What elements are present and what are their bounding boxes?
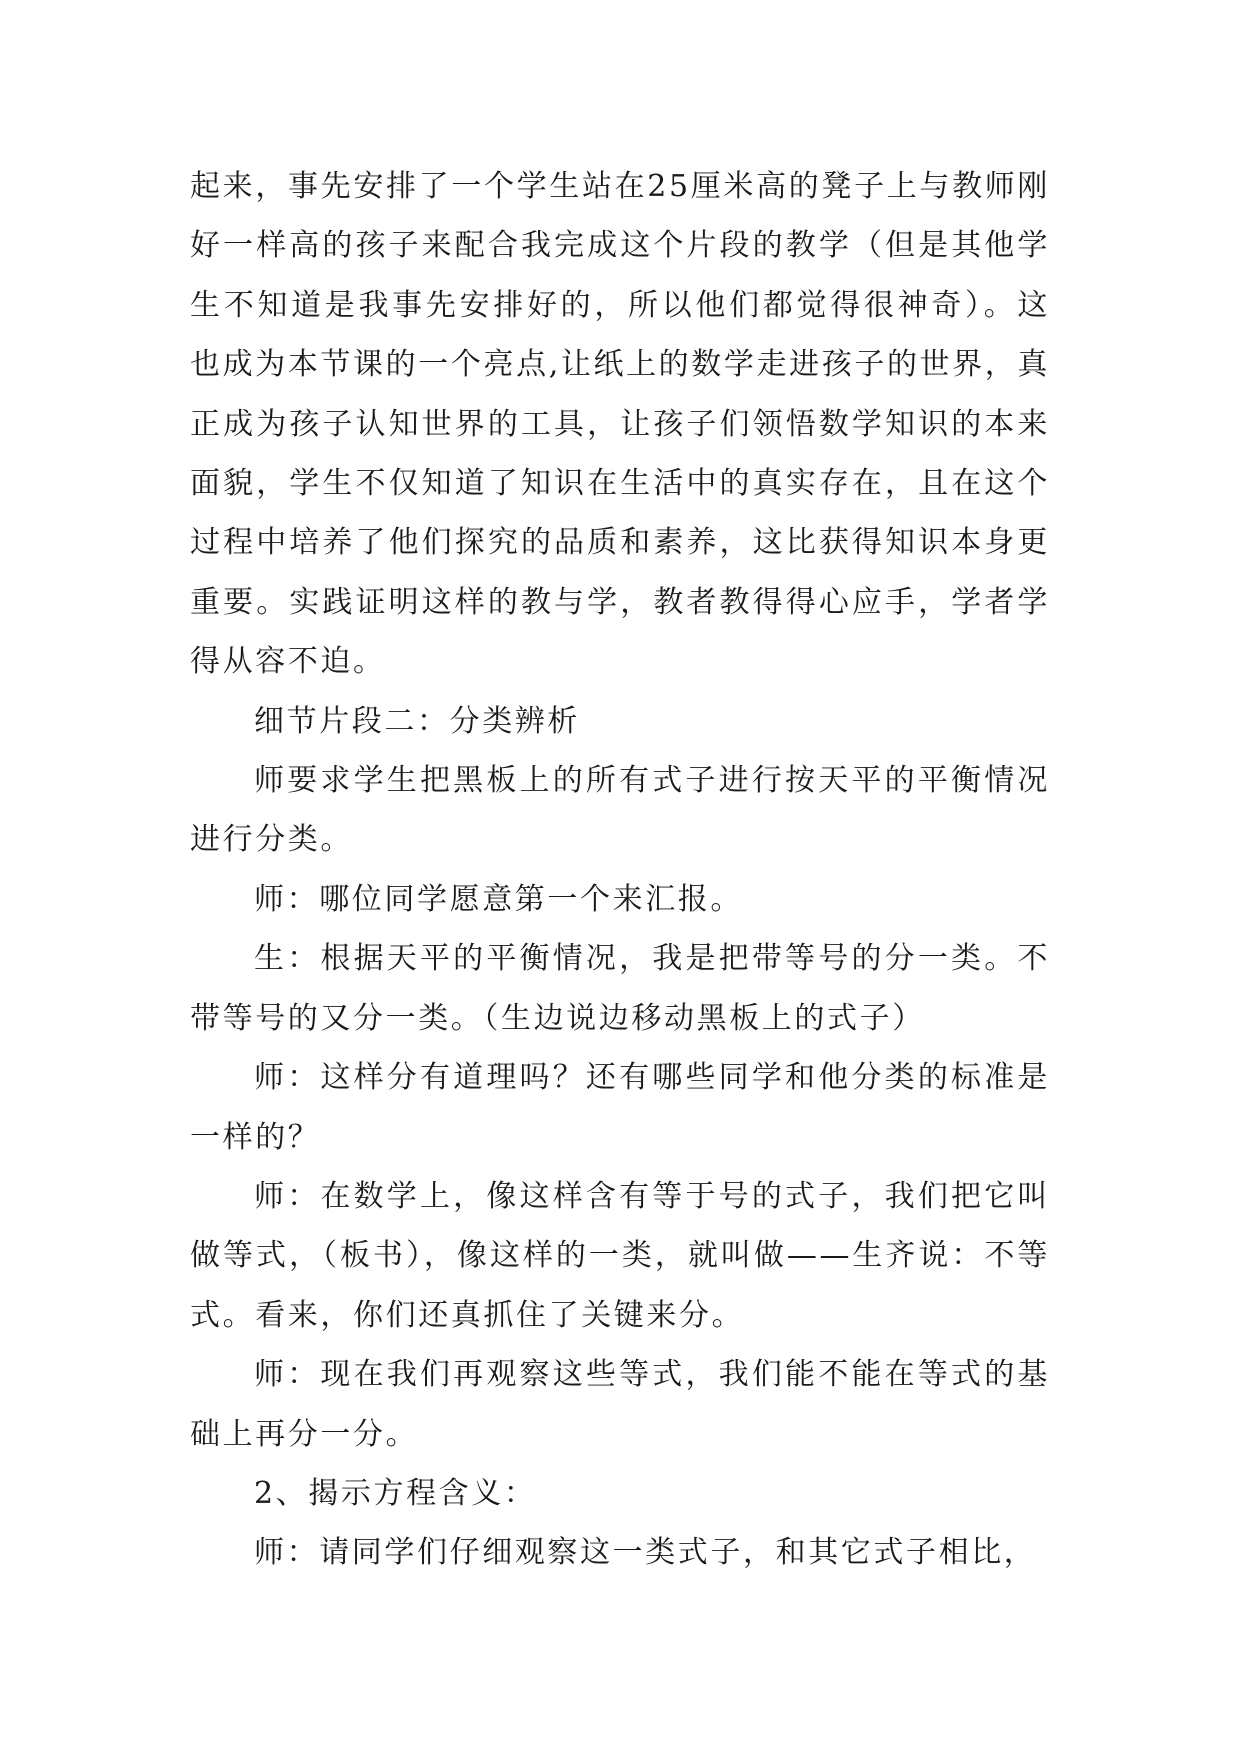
section-heading-equation-meaning: 2、揭示方程含义：	[254, 1475, 537, 1511]
section-heading-detail-2: 细节片段二：分类辨析	[254, 703, 580, 739]
paragraph-teacher-question-1: 师：哪位同学愿意第一个来汇报。	[254, 881, 743, 917]
paragraph-teacher-observe: 师：请同学们仔细观察这一类式子，和其它式子相比，	[254, 1535, 1037, 1571]
paragraph-teacher-explanation: 师：在数学上，像这样含有等于号的式子，我们把它叫做等式，（板书），像这样的一类，就叫做——生齐说：不等式。看来，你们还真抓住了关键来分。	[190, 1178, 1050, 1333]
document-body	[190, 157, 1050, 1583]
paragraph-teacher-question-3: 师：现在我们再观察这些等式，我们能不能在等式的基础上再分一分。	[190, 1357, 1050, 1452]
paragraph-continuation: 起来，事先安排了一个学生站在25厘米高的凳子上与教师刚好一样高的孩子来配合我完成这个片段的教学（但是其他学生不知道是我事先安排好的，所以他们都觉得很神奇）。这也成为本节课的一个亮点,让纸上的数学走进孩子的世界，真正成为孩子认知世界的工具，让孩子们领悟数学知识的本来面貌，学生不仅知道了知识在生活中的真实存在，且在这个过程中培养了他们探究的品质和素养，这比获得知识本身更重要。实践证明这样的教与学，教者教得得心应手，学者学得从容不迫。	[190, 169, 1050, 680]
paragraph-teacher-question-2: 师：这样分有道理吗？还有哪些同学和他分类的标准是一样的？	[190, 1060, 1050, 1155]
paragraph-teacher-request: 师要求学生把黑板上的所有式子进行按天平的平衡情况进行分类。	[190, 763, 1050, 858]
paragraph-student-answer: 生：根据天平的平衡情况，我是把带等号的分一类。不带等号的又分一类。（生边说边移动黑板上的式子）	[190, 941, 1050, 1036]
